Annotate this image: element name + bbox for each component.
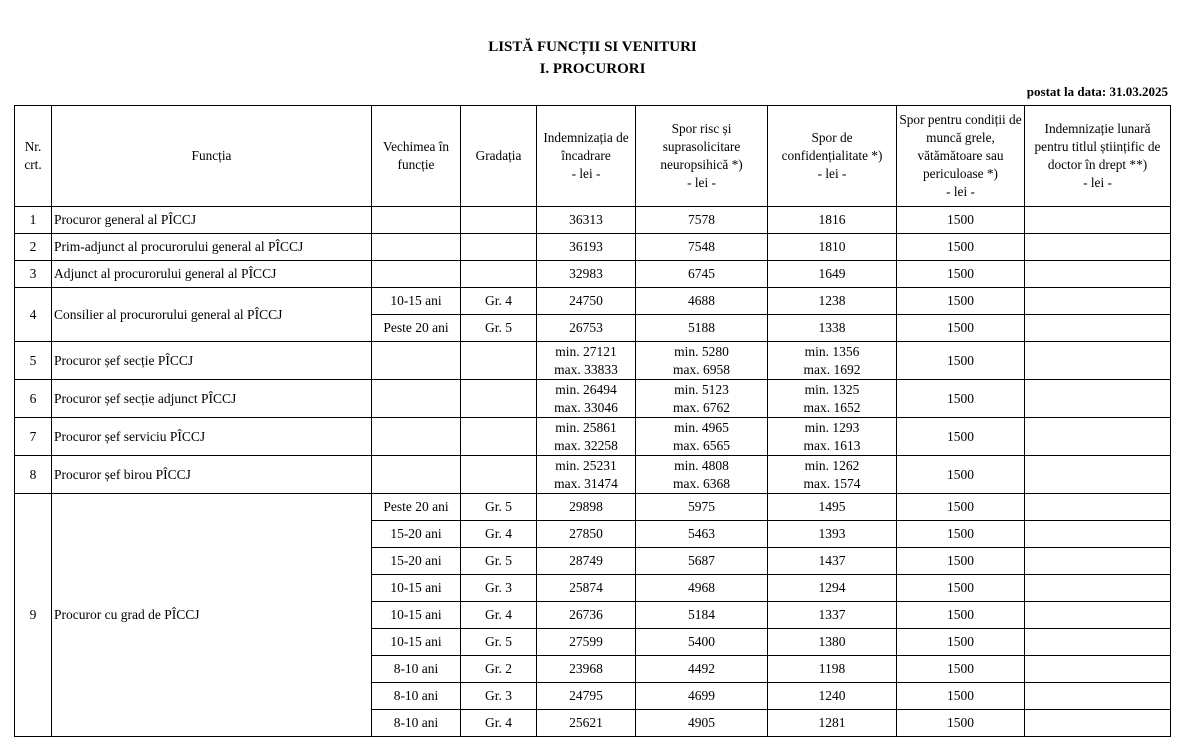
cell-indemnizatie-doctor [1025, 494, 1171, 521]
cell-spor-conf: 1294 [768, 575, 897, 602]
cell-vechimea: 8-10 ani [372, 683, 461, 710]
value-max: max. 32258 [554, 437, 618, 453]
table-row [15, 418, 1171, 456]
cell-spor-conditii: 1500 [897, 418, 1025, 456]
cell-spor-risc [636, 456, 768, 494]
cell-spor-conditii: 1500 [897, 629, 1025, 656]
value-min: min. 1293 [804, 419, 860, 435]
cell-indemnizatia: 24795 [537, 683, 636, 710]
cell-spor-conditii: 1500 [897, 315, 1025, 342]
cell-spor-conf [768, 342, 897, 380]
cell-gradatia: Gr. 3 [461, 575, 537, 602]
header-spor-risc [636, 106, 768, 207]
header-spor-conditii [897, 106, 1025, 207]
cell-spor-conf [768, 456, 897, 494]
cell-vechimea: 8-10 ani [372, 710, 461, 737]
cell-vechimea [372, 380, 461, 418]
header-vechimea: Vechimea în funcție [372, 106, 461, 207]
cell-indemnizatie-doctor [1025, 575, 1171, 602]
cell-vechimea: 15-20 ani [372, 521, 461, 548]
cell-spor-risc: 5687 [636, 548, 768, 575]
value-min: min. 25861 [555, 419, 617, 435]
value-max: max. 6368 [673, 475, 730, 491]
cell-spor-conditii: 1500 [897, 494, 1025, 521]
header-functia: Funcția [52, 106, 372, 207]
cell-spor-conf: 1437 [768, 548, 897, 575]
cell-spor-risc: 7548 [636, 234, 768, 261]
cell-gradatia: Gr. 5 [461, 315, 537, 342]
cell-indemnizatia: 24750 [537, 288, 636, 315]
value-min: min. 5280 [674, 343, 729, 359]
header-indemnizatia-label: Indemnizația de încadrare [543, 130, 629, 163]
cell-spor-risc: 4968 [636, 575, 768, 602]
header-indemnizatie-doctor [1025, 106, 1171, 207]
cell-indemnizatie-doctor [1025, 521, 1171, 548]
cell-indemnizatia: 36193 [537, 234, 636, 261]
header-nr: Nr. crt. [15, 106, 52, 207]
cell-indemnizatie-doctor [1025, 342, 1171, 380]
cell-functia: Procuror general al PÎCCJ [52, 207, 372, 234]
cell-spor-risc [636, 380, 768, 418]
cell-vechimea: 10-15 ani [372, 288, 461, 315]
cell-spor-conditii: 1500 [897, 548, 1025, 575]
cell-vechimea [372, 418, 461, 456]
cell-indemnizatie-doctor [1025, 315, 1171, 342]
value-max: max. 1574 [803, 475, 861, 491]
cell-spor-conditii: 1500 [897, 683, 1025, 710]
cell-spor-conditii: 1500 [897, 207, 1025, 234]
cell-spor-risc: 5463 [636, 521, 768, 548]
table-row [15, 380, 1171, 418]
cell-nr: 9 [15, 494, 52, 737]
cell-indemnizatie-doctor [1025, 418, 1171, 456]
cell-vechimea [372, 234, 461, 261]
cell-indemnizatie-doctor [1025, 602, 1171, 629]
header-spor-risc-label: Spor risc și suprasolicitare neuropsihică *) [660, 121, 743, 172]
cell-indemnizatia [537, 456, 636, 494]
cell-spor-conf: 1380 [768, 629, 897, 656]
value-max: max. 33046 [554, 399, 618, 415]
value-min: min. 25231 [555, 457, 617, 473]
cell-vechimea [372, 207, 461, 234]
cell-indemnizatie-doctor [1025, 261, 1171, 288]
cell-spor-conf: 1649 [768, 261, 897, 288]
cell-spor-conf [768, 380, 897, 418]
cell-gradatia: Gr. 3 [461, 683, 537, 710]
header-unit: - lei - [1083, 175, 1112, 190]
cell-vechimea: 10-15 ani [372, 629, 461, 656]
cell-indemnizatia: 25874 [537, 575, 636, 602]
cell-indemnizatia: 27599 [537, 629, 636, 656]
cell-nr: 6 [15, 380, 52, 418]
cell-functia: Procuror șef secție PÎCCJ [52, 342, 372, 380]
cell-spor-conditii: 1500 [897, 261, 1025, 288]
cell-spor-risc: 5975 [636, 494, 768, 521]
value-max: max. 6958 [673, 361, 730, 377]
cell-functia: Procuror șef secție adjunct PÎCCJ [52, 380, 372, 418]
cell-nr: 4 [15, 288, 52, 342]
value-min: min. 5123 [674, 381, 729, 397]
cell-indemnizatia [537, 418, 636, 456]
cell-spor-conditii: 1500 [897, 456, 1025, 494]
cell-vechimea [372, 261, 461, 288]
cell-nr: 7 [15, 418, 52, 456]
cell-indemnizatia: 36313 [537, 207, 636, 234]
cell-nr: 2 [15, 234, 52, 261]
cell-vechimea: 10-15 ani [372, 602, 461, 629]
value-min: min. 4965 [674, 419, 729, 435]
salary-table [14, 105, 1171, 737]
cell-gradatia: Gr. 5 [461, 548, 537, 575]
header-indemnizatia [537, 106, 636, 207]
cell-indemnizatie-doctor [1025, 548, 1171, 575]
cell-spor-conf: 1337 [768, 602, 897, 629]
cell-functia: Procuror șef birou PÎCCJ [52, 456, 372, 494]
document-title: LISTĂ FUNCȚII SI VENITURI [488, 39, 697, 55]
cell-vechimea [372, 342, 461, 380]
cell-indemnizatie-doctor [1025, 656, 1171, 683]
cell-gradatia: Gr. 2 [461, 656, 537, 683]
cell-spor-conditii: 1500 [897, 521, 1025, 548]
cell-indemnizatia: 32983 [537, 261, 636, 288]
cell-indemnizatia: 26736 [537, 602, 636, 629]
cell-functia: Procuror cu grad de PÎCCJ [52, 494, 372, 737]
table-row [15, 456, 1171, 494]
cell-spor-risc: 7578 [636, 207, 768, 234]
cell-spor-risc: 5184 [636, 602, 768, 629]
cell-spor-conf: 1281 [768, 710, 897, 737]
cell-indemnizatia: 28749 [537, 548, 636, 575]
table-row [15, 342, 1171, 380]
cell-spor-conf: 1810 [768, 234, 897, 261]
cell-functia: Prim-adjunct al procurorului general al PÎCCJ [52, 234, 372, 261]
cell-spor-conditii: 1500 [897, 656, 1025, 683]
header-gradatia: Gradația [461, 106, 537, 207]
header-unit: - lei - [946, 184, 975, 199]
value-max: max. 33833 [554, 361, 618, 377]
value-max: max. 6565 [673, 437, 730, 453]
table-row [15, 234, 1171, 261]
value-min: min. 4808 [674, 457, 729, 473]
cell-spor-conditii: 1500 [897, 288, 1025, 315]
cell-spor-risc: 4699 [636, 683, 768, 710]
cell-spor-conf: 1238 [768, 288, 897, 315]
cell-indemnizatie-doctor [1025, 456, 1171, 494]
cell-indemnizatie-doctor [1025, 629, 1171, 656]
cell-spor-conditii: 1500 [897, 575, 1025, 602]
cell-vechimea: Peste 20 ani [372, 494, 461, 521]
cell-indemnizatia: 23968 [537, 656, 636, 683]
posted-date: postat la data: 31.03.2025 [1026, 84, 1168, 99]
cell-indemnizatie-doctor [1025, 710, 1171, 737]
header-spor-conf-label: Spor de confidențialitate *) [781, 130, 883, 163]
header-spor-conditii-label: Spor pentru condiții de muncă grele, vătămătoare sau periculoase *) [899, 112, 1022, 181]
cell-spor-risc [636, 342, 768, 380]
cell-spor-conf: 1198 [768, 656, 897, 683]
cell-functia: Consilier al procurorului general al PÎCCJ [52, 288, 372, 342]
cell-gradatia [461, 418, 537, 456]
table-row [15, 261, 1171, 288]
cell-indemnizatia: 29898 [537, 494, 636, 521]
cell-spor-risc: 6745 [636, 261, 768, 288]
cell-indemnizatia: 26753 [537, 315, 636, 342]
cell-indemnizatie-doctor [1025, 683, 1171, 710]
header-indemnizatie-doctor-label: Indemnizație lunară pentru titlul științific de doctor în drept **) [1034, 121, 1161, 172]
cell-gradatia [461, 234, 537, 261]
cell-gradatia: Gr. 5 [461, 494, 537, 521]
cell-gradatia: Gr. 5 [461, 629, 537, 656]
value-min: min. 26494 [555, 381, 617, 397]
cell-vechimea: 8-10 ani [372, 656, 461, 683]
cell-gradatia [461, 380, 537, 418]
value-max: max. 6762 [673, 399, 730, 415]
value-min: min. 1356 [804, 343, 860, 359]
cell-indemnizatie-doctor [1025, 288, 1171, 315]
cell-nr: 8 [15, 456, 52, 494]
cell-gradatia [461, 261, 537, 288]
cell-indemnizatia: 27850 [537, 521, 636, 548]
cell-indemnizatie-doctor [1025, 380, 1171, 418]
cell-spor-risc: 4492 [636, 656, 768, 683]
value-max: max. 1652 [803, 399, 861, 415]
cell-spor-conf [768, 418, 897, 456]
value-min: min. 1262 [804, 457, 860, 473]
cell-nr: 5 [15, 342, 52, 380]
cell-vechimea: 10-15 ani [372, 575, 461, 602]
cell-gradatia: Gr. 4 [461, 710, 537, 737]
cell-spor-conf: 1495 [768, 494, 897, 521]
value-max: max. 1692 [803, 361, 861, 377]
cell-spor-conf: 1338 [768, 315, 897, 342]
cell-gradatia: Gr. 4 [461, 288, 537, 315]
cell-indemnizatia: 25621 [537, 710, 636, 737]
cell-spor-conf: 1816 [768, 207, 897, 234]
cell-nr: 3 [15, 261, 52, 288]
cell-indemnizatie-doctor [1025, 207, 1171, 234]
table-row [15, 494, 1171, 521]
cell-spor-risc: 4905 [636, 710, 768, 737]
value-max: max. 1613 [803, 437, 861, 453]
cell-functia: Adjunct al procurorului general al PÎCCJ [52, 261, 372, 288]
header-unit: - lei - [571, 166, 601, 181]
cell-spor-conditii: 1500 [897, 602, 1025, 629]
value-min: min. 1325 [804, 381, 860, 397]
table-row [15, 207, 1171, 234]
cell-gradatia: Gr. 4 [461, 602, 537, 629]
cell-vechimea: 15-20 ani [372, 548, 461, 575]
cell-spor-risc [636, 418, 768, 456]
value-min: min. 27121 [555, 343, 617, 359]
cell-spor-conditii: 1500 [897, 234, 1025, 261]
cell-gradatia [461, 207, 537, 234]
cell-spor-conf: 1240 [768, 683, 897, 710]
cell-indemnizatia [537, 342, 636, 380]
cell-vechimea [372, 456, 461, 494]
cell-functia: Procuror șef serviciu PÎCCJ [52, 418, 372, 456]
header-spor-conf [768, 106, 897, 207]
value-max: max. 31474 [554, 475, 618, 491]
header-unit: - lei - [687, 175, 716, 190]
cell-spor-conf: 1393 [768, 521, 897, 548]
cell-gradatia [461, 342, 537, 380]
cell-spor-risc: 5188 [636, 315, 768, 342]
cell-spor-conditii: 1500 [897, 342, 1025, 380]
document-subtitle: I. PROCURORI [539, 61, 646, 77]
cell-spor-conditii: 1500 [897, 710, 1025, 737]
cell-nr: 1 [15, 207, 52, 234]
cell-spor-risc: 4688 [636, 288, 768, 315]
cell-spor-conditii: 1500 [897, 380, 1025, 418]
table-row [15, 288, 1171, 315]
cell-gradatia: Gr. 4 [461, 521, 537, 548]
cell-indemnizatie-doctor [1025, 234, 1171, 261]
header-row [15, 106, 1171, 207]
header-unit: - lei - [817, 166, 847, 181]
cell-gradatia [461, 456, 537, 494]
cell-spor-risc: 5400 [636, 629, 768, 656]
cell-vechimea: Peste 20 ani [372, 315, 461, 342]
cell-indemnizatia [537, 380, 636, 418]
